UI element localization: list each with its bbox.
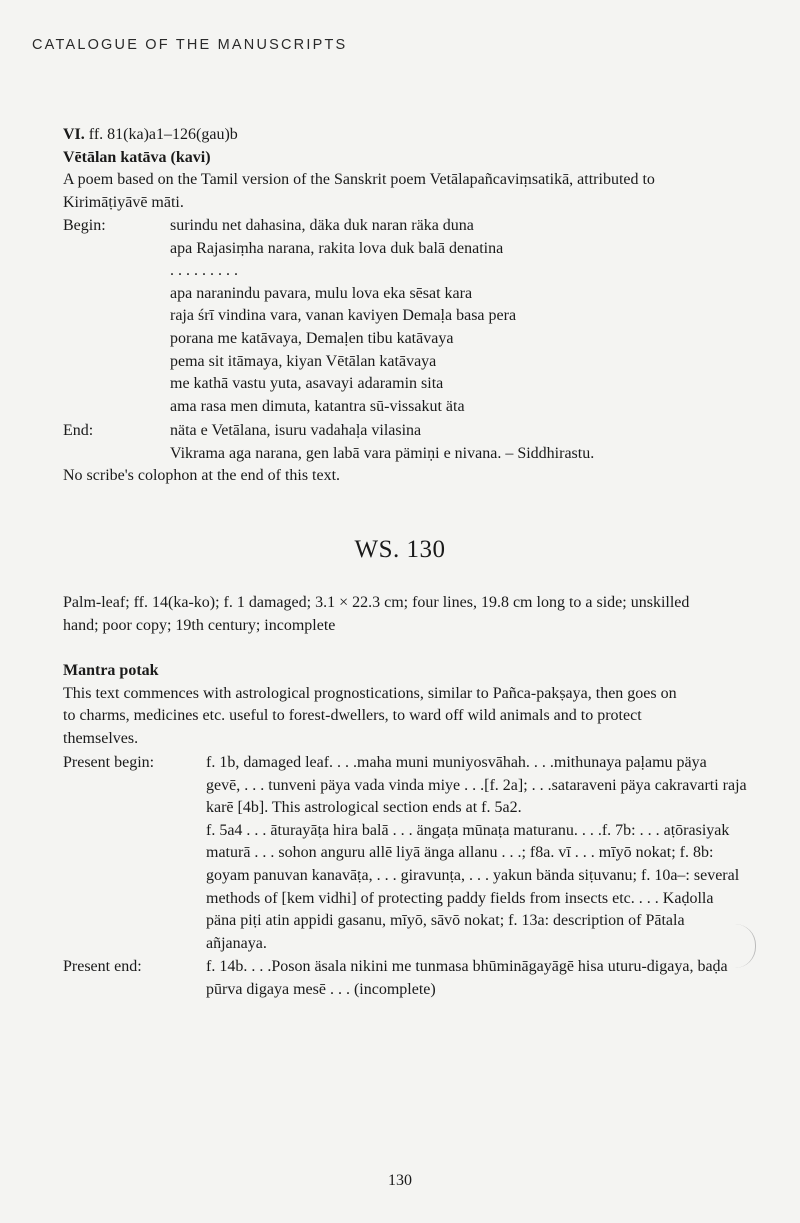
running-head: CATALOGUE OF THE MANUSCRIPTS: [32, 37, 348, 53]
colophon-note: No scribe's colophon at the end of this text.: [63, 467, 341, 485]
manuscript-heading: WS. 130: [354, 536, 446, 563]
text-title: Mantra potak: [63, 662, 159, 679]
ws130-text: [63, 660, 753, 750]
entry-vi-description: [63, 169, 753, 214]
end-label: End:: [63, 422, 94, 439]
entry-vi-number: VI.: [63, 126, 85, 143]
present-end-label: Present end:: [63, 958, 142, 975]
entry-vi-header: [63, 124, 753, 169]
verse-line: porana me katāvaya, Demaḷen tibu katāvaya: [170, 329, 454, 347]
description-line: This text commences with astrological prognostications, similar to Pañca-pakṣaya, then goes on: [63, 684, 677, 702]
physical-line: Palm-leaf; ff. 14(ka-ko); f. 1 damaged; 3.1 × 22.3 cm; four lines, 19.8 cm long to a side; unskilled: [63, 594, 690, 611]
end-verse: [170, 420, 753, 465]
verse-line: apa Rajasiṃha narana, rakita lova duk balā denatina: [170, 239, 504, 257]
description-line: to charms, medicines etc. useful to forest-dwellers, to ward off wild animals and to protect: [63, 707, 642, 725]
text-line: f. 14b. . . .Poson äsala nikini me tunmasa bhūmināgayāgē hisa uturu-digaya, baḍa: [206, 958, 728, 975]
text-line: maturā . . . sohon anguru allē liyā änga allanu . . .; f8a. vī . . . mīyō nokat; f. 8b:: [206, 844, 714, 862]
verse-line: surindu net dahasina, däka duk naran räka duna: [170, 217, 474, 234]
text-line: pūrva digaya mesē . . . (incomplete): [206, 980, 436, 998]
text-line: f. 5a4 . . . āturayāṭa hira balā . . . ängaṭa mūnaṭa maturanu. . . .f. 7b: . . . aṭōrasiyak: [206, 821, 730, 839]
text-line: goyam panuvan kanavāṭa, . . . giravunṭa, . . . yakun bända siṭuvanu; f. 10a–: several: [206, 866, 740, 884]
physical-line: hand; poor copy; 19th century; incomplete: [63, 616, 336, 634]
verse-line: pema sit itāmaya, kiyan Vētālan katāvaya: [170, 352, 437, 370]
present-begin-text: [206, 752, 753, 955]
begin-label: Begin:: [63, 217, 106, 234]
text-line: f. 1b, damaged leaf. . . .maha muni muniyosvāhah. . . .mithunaya paḷamu päya: [206, 754, 707, 771]
present-begin-label: Present begin:: [63, 754, 155, 771]
ws130-present-begin: [63, 752, 753, 955]
entry-vi-folios: [63, 124, 753, 147]
verse-line: ama rasa men dimuta, katantra sū-vissakut äta: [170, 397, 465, 415]
verse-line: Vikrama aga narana, gen labā vara pämiṇi e nivana. – Siddhirastu.: [170, 444, 595, 462]
description-line: themselves.: [63, 729, 139, 747]
ws130-physical: [63, 592, 753, 637]
text-line: añjanaya.: [206, 934, 267, 952]
description-line: Kirimāṭiyāvē māti.: [63, 193, 184, 211]
text-line: methods of [kem vidhi] of protecting paddy fields from insects etc. . . . Kaḍolla: [206, 889, 714, 907]
verse-line: me kathā vastu yuta, asavayi adaramin sita: [170, 375, 444, 393]
begin-verse: [170, 215, 753, 418]
description-line: A poem based on the Tamil version of the Sanskrit poem Vetālapañcaviṃsatikā, attributed to: [63, 171, 655, 188]
entry-vi-folio-range: ff. 81(ka)a1–126(gau)b: [88, 126, 238, 143]
verse-line: apa naranindu pavara, mulu lova eka sēsat kara: [170, 284, 473, 302]
entry-vi-title: Vētālan katāva (kavi): [63, 148, 211, 166]
text-line: karē [4b]. This astrological section ends at f. 5a2.: [206, 799, 522, 817]
verse-ellipsis: . . . . . . . . .: [170, 262, 238, 280]
verse-line: näta e Vetālana, isuru vadahaḷa vilasina: [170, 422, 422, 439]
entry-vi-end: [63, 420, 753, 488]
text-line: gevē, . . . tunveni päya vada vinda miye . . .[f. 2a]; . . .sataraveni päya cakravarti raja: [206, 776, 747, 794]
entry-vi-begin: [63, 215, 753, 418]
verse-line: raja śrī vindina vara, vanan kaviyen Demaḷa basa pera: [170, 307, 517, 325]
text-line: päna piṭi atin appidi gasanu, mīyō, sāvō nokat; f. 13a: description of Pātala: [206, 912, 685, 930]
page-number: 130: [388, 1172, 412, 1189]
ws130-present-end: [63, 956, 753, 1001]
present-end-text: [206, 956, 753, 1001]
